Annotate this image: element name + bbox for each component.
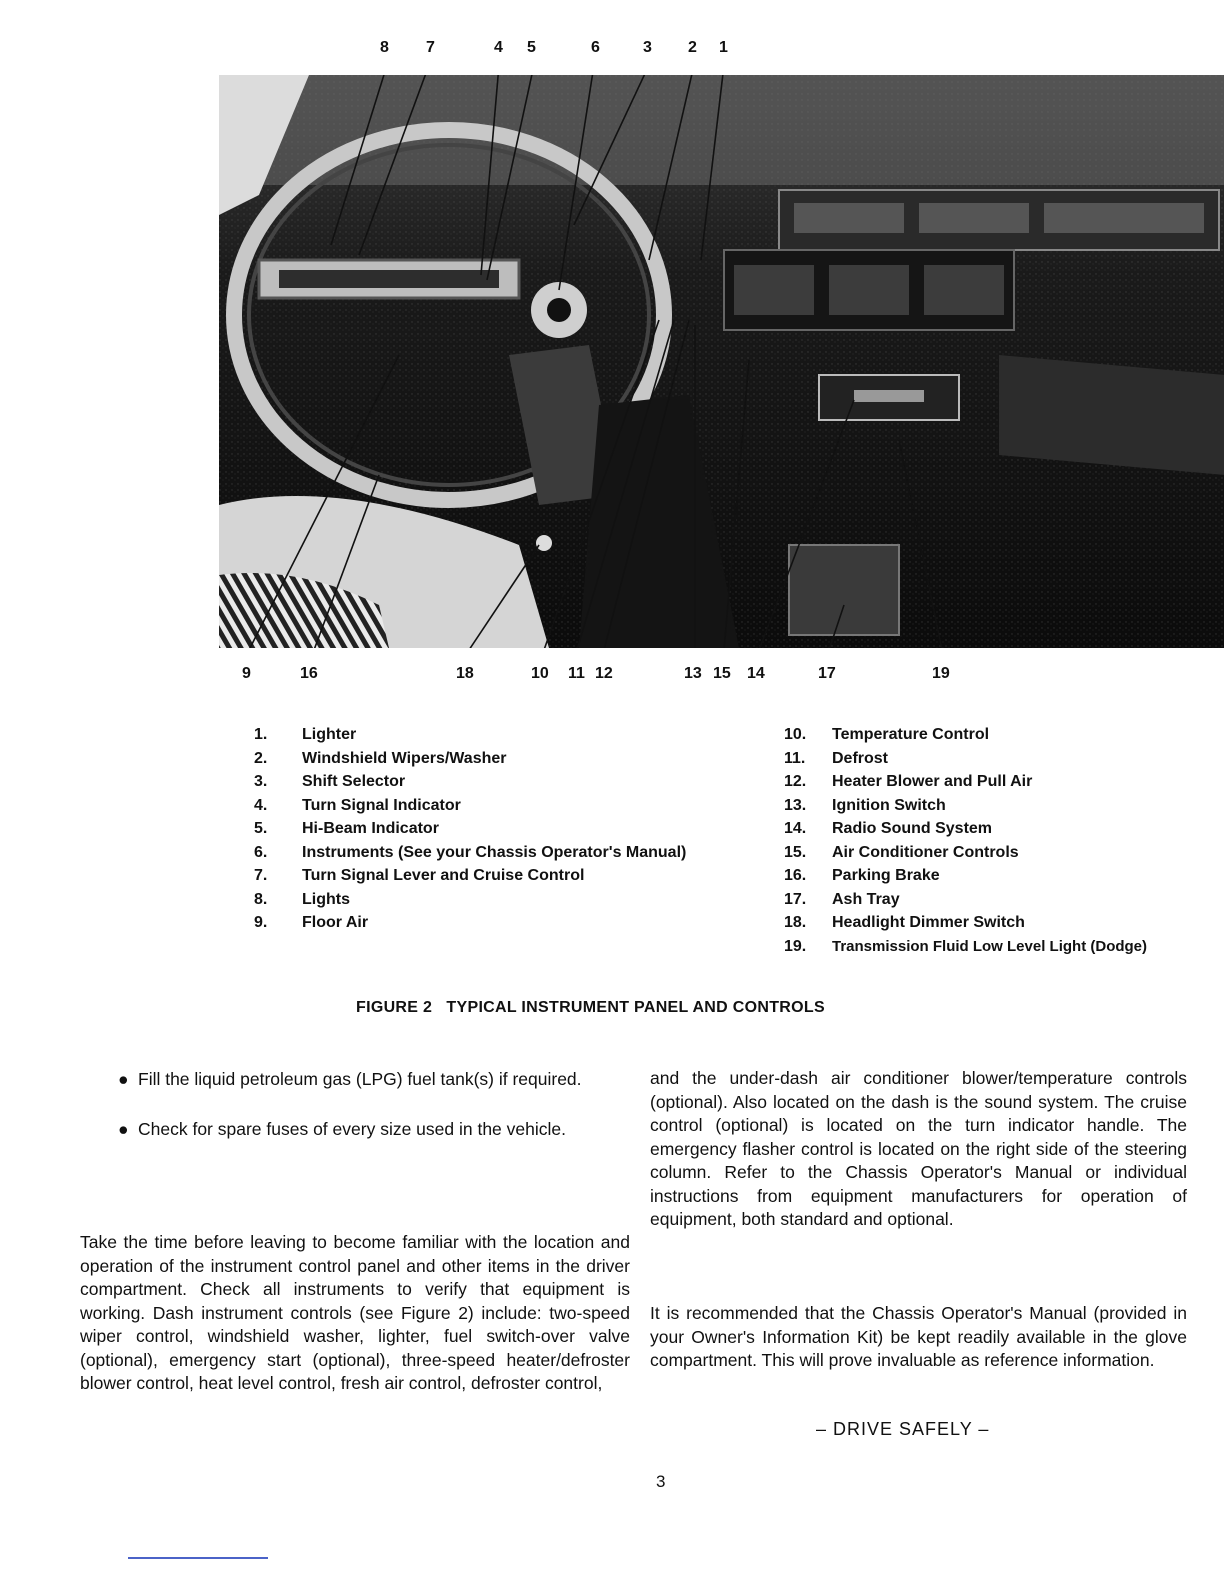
legend-left: 1. Lighter 2. Windshield Wipers/Washer 3. Shift Selector 4. Turn Signal Indicator 5. Hi-Beam Indicator 6. Instruments (See your Chassis Operator's Manual) 7. Turn Signal Lever and Cruise Control 8. Lights 9. Floor Air (254, 726, 687, 931)
callout-5: 5 (527, 39, 536, 56)
paragraph-left: Take the time before leaving to become familiar with the location and operation of the instrument control panel and other items in the driver compartment. Check all instruments to verify that equipment is working. Dash instrument controls (see Figure 2) include: two-speed wiper control, windshield washer, lighter, fuel switch-over valve (optional), emergency start (optional), three-speed heater/defroster blower control, heat level control, fresh air control, defroster control, (80, 1232, 630, 1393)
callout-18: 18 (456, 665, 474, 682)
callout-2: 2 (688, 39, 697, 56)
bullet-item: ● Check for spare fuses of every size used in the vehicle. (118, 1118, 628, 1166)
callout-13: 13 (684, 665, 702, 682)
paragraph-right-2: It is recommended that the Chassis Operator's Manual (provided in your Owner's Information Kit) be kept readily available in the glove compartment. This will prove invaluable as reference information. (650, 1303, 1187, 1370)
dashboard-photo (219, 75, 1224, 648)
bullet-icon: ● (118, 1069, 129, 1089)
figure-caption: FIGURE 2 TYPICAL INSTRUMENT PANEL AND CONTROLS (356, 999, 825, 1016)
callout-15: 15 (713, 665, 731, 682)
page-number: 3 (656, 1472, 666, 1491)
callout-3: 3 (643, 39, 652, 56)
bullet-icon: ● (118, 1119, 129, 1139)
callout-7: 7 (426, 39, 435, 56)
callout-14: 14 (747, 665, 765, 682)
callout-8: 8 (380, 39, 389, 56)
bottom-rule (128, 1557, 268, 1559)
callout-19: 19 (932, 665, 950, 682)
callout-9: 9 (242, 665, 251, 682)
callout-6: 6 (591, 39, 600, 56)
legend-right: 10. Temperature Control 11. Defrost 12. Heater Blower and Pull Air 13. Ignition Switch 14. Radio Sound System 15. Air Conditioner Controls 16. Parking Brake 17. Ash Tray 18. Headlight Dimmer Switch 19. Transmission Fluid Low Level Light (Dodge) (784, 726, 1148, 955)
callout-17: 17 (818, 665, 836, 682)
callout-16: 16 (300, 665, 318, 682)
callout-1: 1 (719, 39, 728, 56)
callout-12: 12 (595, 665, 613, 682)
bullet-item: ● Fill the liquid petroleum gas (LPG) fuel tank(s) if required. (118, 1068, 628, 1116)
closing-text: – DRIVE SAFELY – (816, 1419, 990, 1439)
callout-10: 10 (531, 665, 549, 682)
callout-4: 4 (494, 39, 503, 56)
callout-11: 11 (568, 665, 585, 682)
paragraph-right-1: and the under-dash air conditioner blower/temperature controls (optional). Also located on the dash is the sound system. The cruise control (optional) is located on the turn indicator handle. The emergency flasher control is located on the right side of the steering column. Refer to the Chassis Operator's Manual or individual instructions from equipment manufacturers for operation of equipment, both standard and optional. (650, 1068, 1187, 1229)
